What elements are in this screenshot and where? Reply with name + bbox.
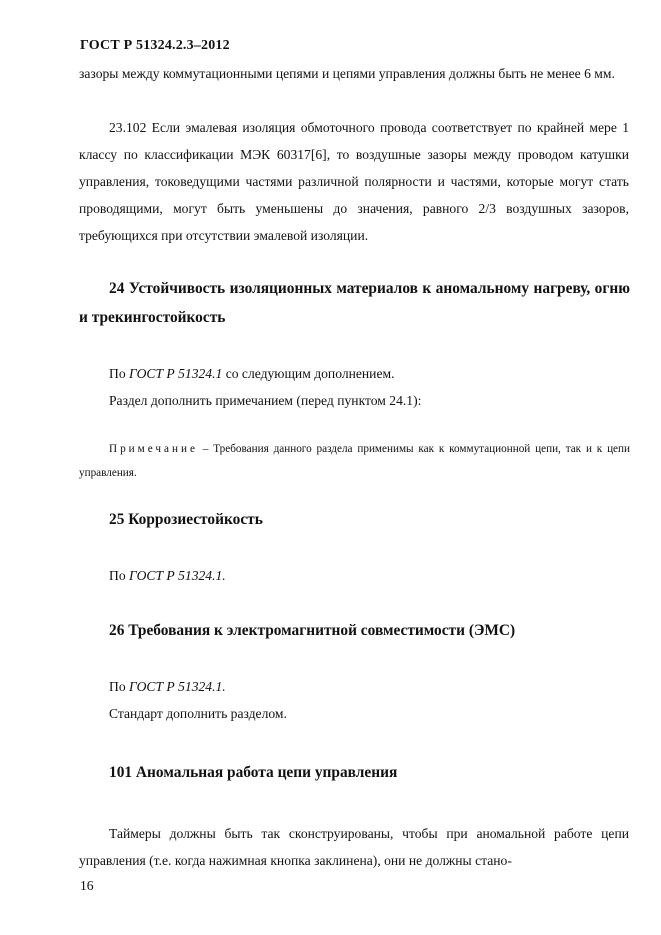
reference-standard: ГОСТ Р 51324.1. [129,679,226,694]
section-26-reference [109,679,226,695]
section-101-paragraph: Таймеры должны быть так сконструированы, чтобы при аномальной работе цепи управления (т.е. когда нажимная кнопка заклинена), они не должны стано- [79,826,629,868]
section-26-heading: 26 Требования к электромагнитной совместимости (ЭМС) [109,622,516,639]
section-24-heading [79,274,630,332]
section-25-heading: 25 Коррозиестойкость [109,511,263,528]
section-25-reference [109,568,226,584]
document-code-header: ГОСТ Р 51324.2.3–2012 [80,38,230,53]
section-24-note [79,437,630,485]
note-label: Примечание [109,443,198,455]
clause-23-102-paragraph: 23.102 Если эмалевая изоляция обмоточного провода соответствует по крайней мере 1 классу по классификации МЭК 60317[6], то воздушные зазоры между проводом катушки управления, токоведущими частями различной полярности и частями, которые могут стать проводящими, могут быть уменьшены до значения, равного 2/3 воздушных зазоров, требующихся при отсутствии эмалевой изоляции. [79,120,629,243]
section-24-number: 24 [109,280,125,297]
section-24-reference [109,366,395,382]
continuation-paragraph: зазоры между коммутационными цепями и цепями управления должны быть не менее 6 мм. [79,66,615,81]
reference-prefix: По [109,679,130,694]
section-24-title: Устойчивость изоляционных материалов к аномальному нагреву, огню и трекингостойкость [79,280,630,326]
section-101-heading: 101 Аномальная работа цепи управления [109,764,398,781]
reference-standard: ГОСТ Р 51324.1. [129,568,226,583]
reference-standard: ГОСТ Р 51324.1 [129,366,223,381]
note-text: – Требования данного раздела применимы как к коммутационной цепи, так и к цепи управления. [79,443,630,479]
reference-prefix: По [109,568,130,583]
page-number: 16 [80,878,94,893]
reference-suffix: со следующим дополнением. [222,366,395,381]
section-24-addition: Раздел дополнить примечанием (перед пунктом 24.1): [109,393,422,408]
reference-prefix: По [109,366,130,381]
section-26-addition: Стандарт дополнить разделом. [109,706,287,721]
